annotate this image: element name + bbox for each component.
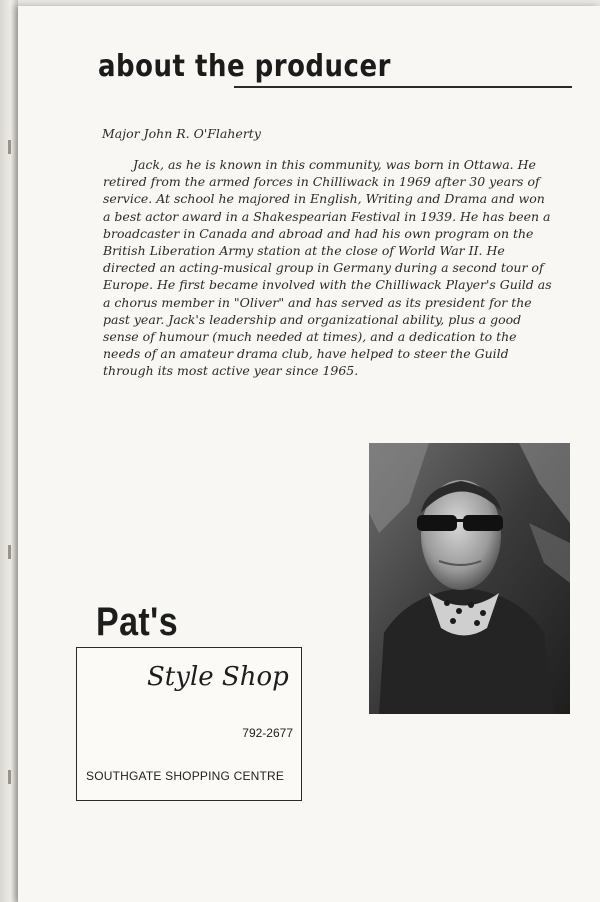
ad-shop-name: Style Shop: [147, 662, 289, 692]
ad-title: Pat's: [96, 600, 179, 644]
ad-address: SOUTHGATE SHOPPING CENTRE: [86, 769, 285, 783]
producer-portrait-image: [369, 443, 570, 714]
advertisement-box: [76, 647, 302, 801]
ad-phone: 792-2677: [242, 726, 293, 740]
section-heading: about the producer: [98, 49, 391, 85]
program-page: [18, 6, 600, 902]
producer-photo: [369, 443, 570, 714]
staple: [8, 545, 11, 559]
staple: [8, 770, 11, 784]
page-binding: [0, 0, 18, 902]
producer-bio: Jack, as he is known in this community, was born in Ottawa. He retired from the armed forces in Chilliwack in 1969 after 30 years of service. At school he majored in English, Writing and Drama and won a best actor award in a Shakespearian Festival in 1939. He has been a broadcaster in Canada and abroad and had his own program on the British Liberation Army station at the close of World War II. He directed an acting-musical group in Germany during a second tour of Europe. He first became involved with the Chilliwack Player's Guild as a chorus member in "Oliver" and has served as its president for the past year. Jack's leadership and organizational ability, plus a good sense of humour (much needed at times), and a dedication to the needs of an amateur drama club, have helped to steer the Guild through its most active year since 1965.: [103, 157, 552, 379]
producer-name: Major John R. O'Flaherty: [102, 126, 261, 141]
heading-underline: [234, 86, 572, 88]
staple: [8, 140, 11, 154]
